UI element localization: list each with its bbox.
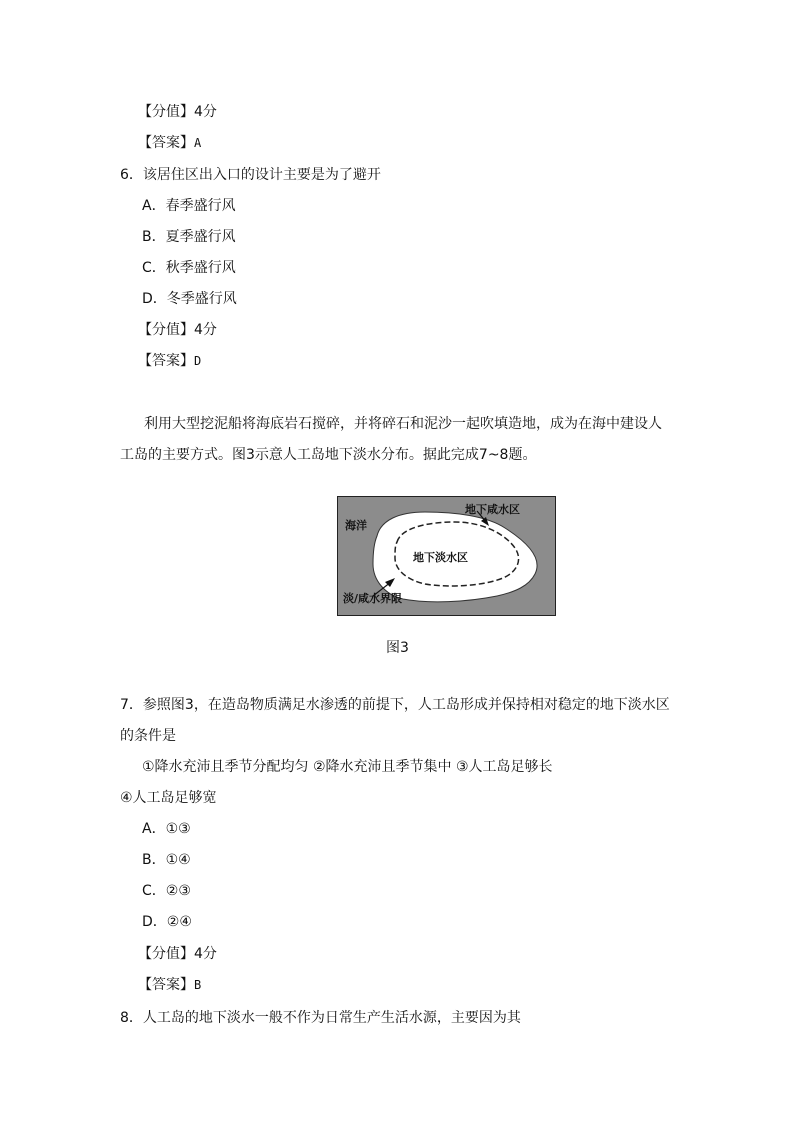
q5-score: 【分值】4分 [138, 104, 217, 120]
q6-option-c: C．秋季盛行风 [142, 260, 236, 276]
q7-option-b: B．①④ [142, 852, 191, 868]
answer-label: 【答案】 [138, 135, 194, 151]
answer-value: A [194, 136, 202, 150]
answer-label: 【答案】 [138, 977, 194, 993]
label-ocean: 海洋 [345, 519, 367, 532]
q6-option-d: D．冬季盛行风 [142, 291, 237, 307]
q7-choices-line-2: ④人工岛足够宽 [120, 790, 217, 806]
figure-caption: 图3 [386, 640, 409, 656]
q7-score: 【分值】4分 [138, 946, 217, 962]
label-boundary: 淡/咸水界限 [343, 592, 403, 605]
intro-line-1: 利用大型挖泥船将海底岩石搅碎，并将碎石和泥沙一起吹填造地，成为在海中建设人 [144, 416, 662, 432]
q7-stem-line-1: 7．参照图3，在造岛物质满足水渗透的前提下，人工岛形成并保持相对稳定的地下淡水区 [120, 697, 670, 713]
q7-option-a: A．①③ [142, 821, 191, 837]
q7-stem-line-2: 的条件是 [120, 728, 176, 744]
answer-value: D [194, 354, 202, 368]
figure-3-island-map [337, 496, 556, 616]
q8-stem: 8．人工岛的地下淡水一般不作为日常生产生活水源，主要因为其 [120, 1010, 521, 1026]
answer-label: 【答案】 [138, 353, 194, 369]
q7-answer [138, 975, 201, 995]
q7-option-d: D．②④ [142, 914, 192, 930]
intro-line-2: 工岛的主要方式。图3示意人工岛地下淡水分布。据此完成7~8题。 [120, 447, 537, 463]
q6-score: 【分值】4分 [138, 322, 217, 338]
q6-stem: 6．该居住区出入口的设计主要是为了避开 [120, 167, 381, 183]
island-diagram [337, 496, 556, 616]
q7-option-c: C．②③ [142, 883, 191, 899]
label-saline-zone: 地下咸水区 [465, 503, 520, 516]
q6-answer [138, 351, 201, 371]
q6-option-a: A．春季盛行风 [142, 198, 236, 214]
label-fresh-zone: 地下淡水区 [413, 551, 468, 564]
q7-choices-line-1: ①降水充沛且季节分配均匀 ②降水充沛且季节集中 ③人工岛足够长 [142, 759, 553, 775]
answer-value: B [194, 978, 202, 992]
q6-option-b: B．夏季盛行风 [142, 229, 236, 245]
q5-answer [138, 133, 201, 153]
